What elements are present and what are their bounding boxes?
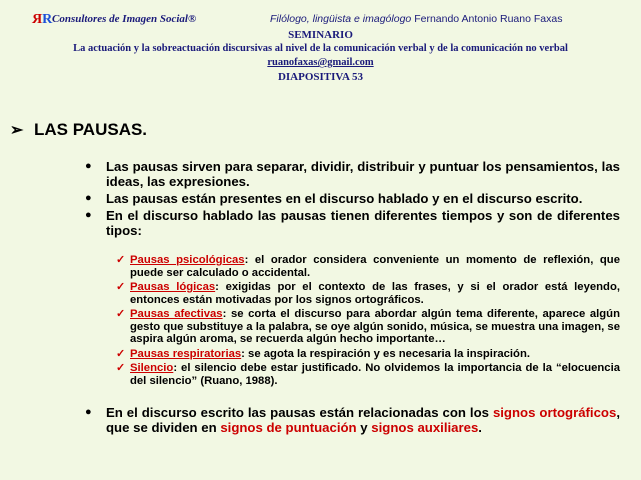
- list-item: [84, 208, 620, 238]
- arrow-bullet-icon: ➢: [10, 122, 24, 139]
- bullet-text: .: [478, 420, 482, 435]
- checkmark-icon: ✓: [116, 254, 126, 266]
- list-item: [116, 281, 620, 306]
- list-item: [116, 362, 620, 387]
- slide-header: [0, 0, 641, 92]
- checkmark-icon: ✓: [116, 308, 126, 320]
- pause-type-text: : se corta el discurso para abordar algún tema diferente, aparece algún gesto que substituye a la palabra, se oye algún sonido, música, se muestra una imagen, se aspira algún aroma, se recuerda algún hecho importante…: [130, 308, 620, 345]
- company-logo: [33, 12, 51, 28]
- bullet-icon: ●: [85, 160, 92, 172]
- pause-type-term: Pausas psicológicas: [130, 254, 245, 266]
- pause-type-term: Silencio: [130, 362, 174, 374]
- list-item: [116, 308, 620, 346]
- brand-name: Consultores de Imagen Social®: [52, 13, 197, 25]
- pause-type-term: Pausas respiratorias: [130, 347, 242, 360]
- slide-number: DIAPOSITIVA 53: [277, 71, 364, 83]
- list-item: [116, 254, 620, 279]
- email-line: [0, 57, 641, 68]
- bullet-text: y: [356, 420, 372, 435]
- logo-mirrored-r: R: [33, 12, 43, 27]
- checkmark-icon: ✓: [116, 362, 126, 374]
- bullet-icon: ●: [85, 209, 92, 221]
- pause-type-text: : se agota la respiración y es necesaria la inspiración.: [241, 347, 530, 360]
- section-title: LAS PAUSAS.: [34, 120, 148, 139]
- email-link[interactable]: ruanofaxas@gmail.com: [267, 57, 374, 68]
- author-line: [270, 13, 562, 25]
- highlight-term: signos ortográficos: [492, 405, 617, 420]
- list-item: [116, 348, 620, 361]
- bullet-text: Las pausas están presentes en el discurso hablado y en el discurso escrito.: [106, 191, 583, 206]
- pause-type-text: : el orador considera conveniente un momento de reflexión, que puede ser calculado o accidental.: [130, 254, 620, 279]
- bullet-icon: ●: [85, 406, 92, 418]
- logo-r: R: [42, 12, 52, 27]
- author-role: Filólogo, lingüista e imagólogo: [270, 13, 412, 25]
- pause-type-text: : exigidas por el contexto de las frases, y si el orador está leyendo, entonces están motivadas por los signos ortográficos.: [130, 281, 620, 306]
- pause-type-term: Pausas afectivas: [130, 308, 223, 320]
- main-bullet-list: [84, 159, 620, 238]
- section-heading: [10, 120, 147, 140]
- highlight-term: signos auxiliares: [371, 420, 479, 435]
- highlight-term: signos de puntuación: [220, 420, 357, 435]
- checkmark-icon: ✓: [116, 347, 126, 360]
- list-item: [84, 159, 620, 189]
- pause-type-term: Pausas lógicas: [130, 281, 216, 293]
- bullet-text: , que se dividen en: [106, 405, 620, 435]
- author-name: Fernando Antonio Ruano Faxas: [414, 13, 563, 25]
- bullet-text: En el discurso escrito las pausas están relacionadas con los: [106, 405, 493, 420]
- pause-type-text: : el silencio debe estar justificado. No olvidemos la importancia de la “elocuencia del silencio” (Ruano, 1988).: [130, 362, 620, 387]
- list-item: [84, 191, 620, 206]
- written-discourse-bullet: [84, 405, 620, 435]
- pause-types-list: [116, 254, 620, 387]
- bullet-icon: ●: [85, 192, 92, 204]
- bullet-text: En el discurso hablado las pausas tienen diferentes tiempos y son de diferentes tipos:: [106, 208, 620, 238]
- checkmark-icon: ✓: [116, 281, 126, 293]
- seminar-label: SEMINARIO: [288, 29, 353, 41]
- bullet-text: Las pausas sirven para separar, dividir, distribuir y puntuar los pensamientos, las ideas, las expresiones.: [106, 159, 620, 189]
- seminar-title: La actuación y la sobreactuación discursivas al nivel de la comunicación verbal y de la comunicación no verbal: [73, 43, 568, 54]
